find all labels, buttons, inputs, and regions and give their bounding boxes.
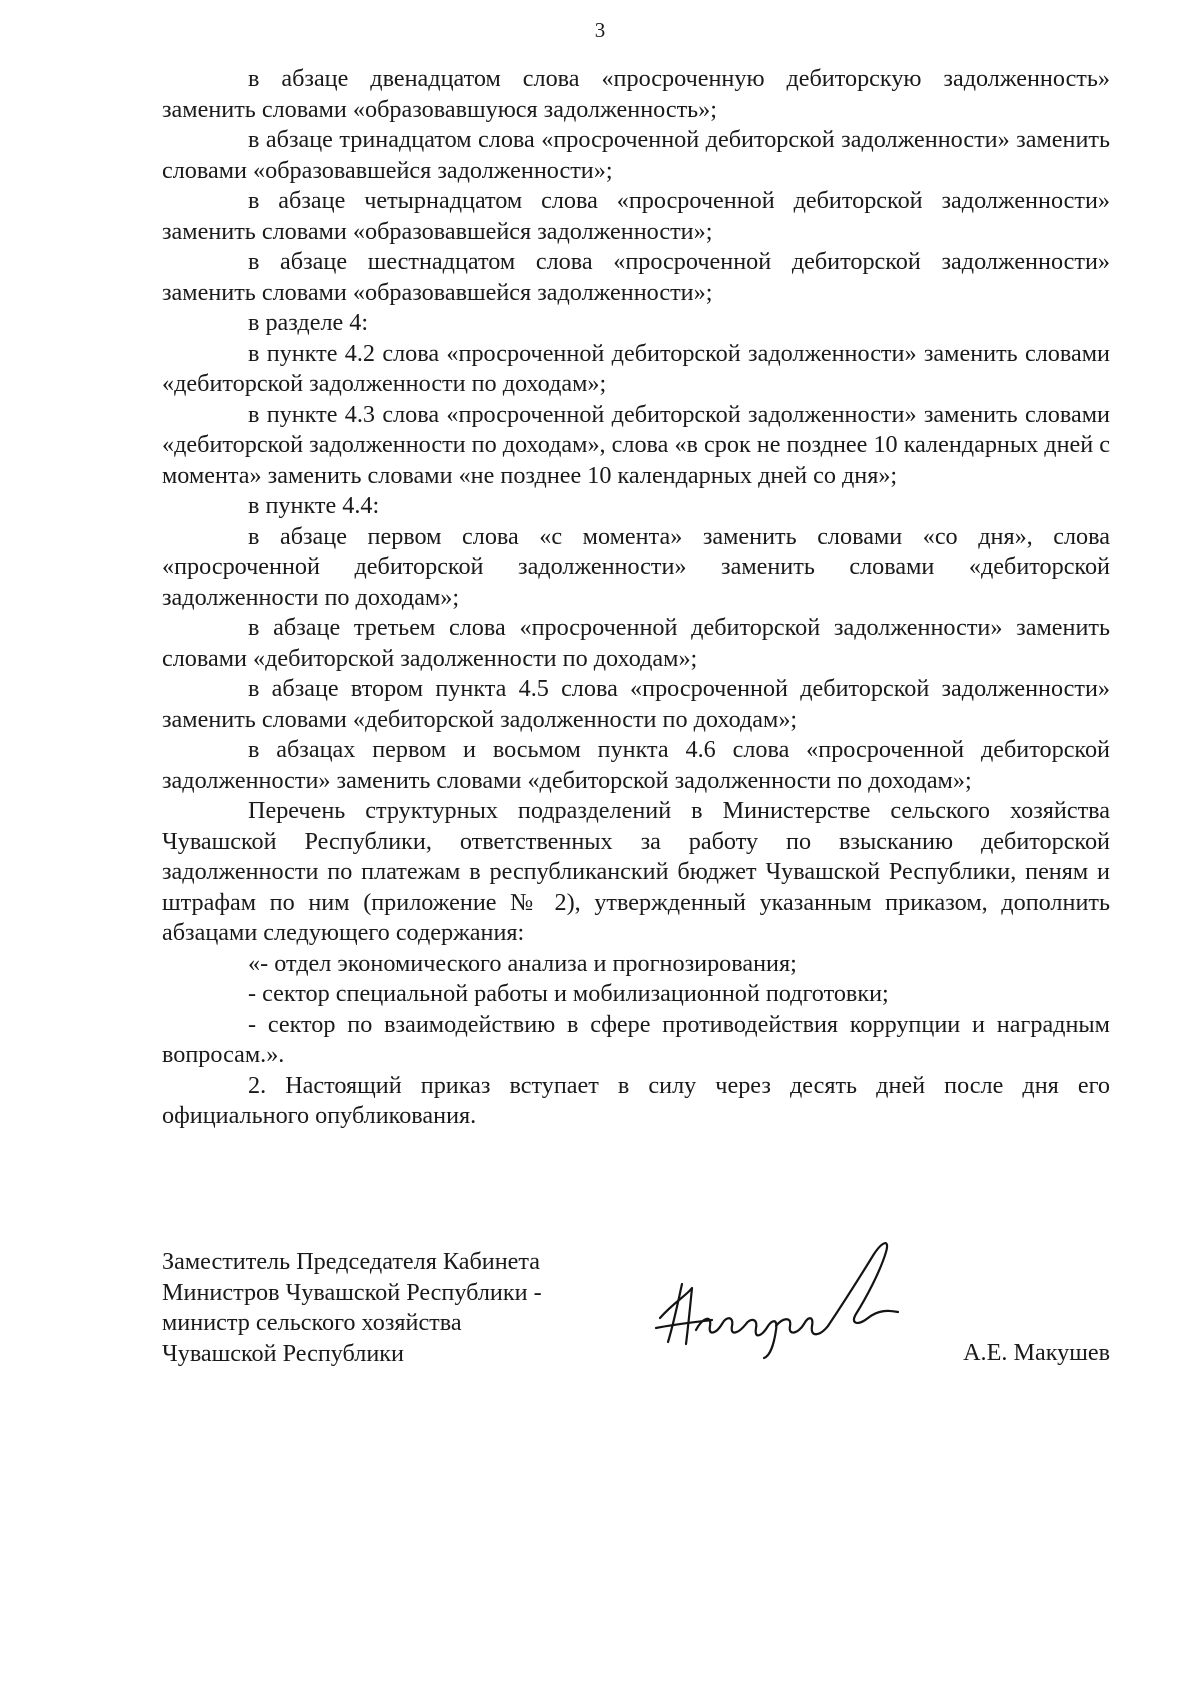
paragraph: в пункте 4.3 слова «просроченной дебиторской задолженности» заменить словами «дебиторской задолженности по доходам», слова «в срок не позднее 10 календарных дней с момента» заменить словами «не позднее 10 календарных дней со дня»; <box>162 400 1110 489</box>
handwritten-signature <box>652 1230 912 1360</box>
paragraph: Перечень структурных подразделений в Министерстве сельского хозяйства Чувашской Республики, ответственных за работу по взысканию дебиторской задолженности по платежам в республиканский бюджет Чувашской Республики, пеням и штрафам по ним (приложение № 2), утвержденный указанным приказом, дополнить абзацами следующего содержания: <box>162 797 1110 946</box>
signer-title-line: министр сельского хозяйства <box>162 1309 462 1336</box>
document-body <box>162 64 1110 1132</box>
paragraph: в абзаце втором пункта 4.5 слова «просроченной дебиторской задолженности» заменить словами «дебиторской задолженности по доходам»; <box>162 675 1110 733</box>
paragraph: в абзацах первом и восьмом пункта 4.6 слова «просроченной дебиторской задолженности» заменить словами «дебиторской задолженности по доходам»; <box>162 736 1110 794</box>
paragraph: в абзаце шестнадцатом слова «просроченной дебиторской задолженности» заменить словами «образовавшейся задолженности»; <box>162 248 1110 306</box>
signature-block <box>162 1247 1110 1377</box>
page-number: 3 <box>594 18 606 42</box>
paragraph: в пункте 4.4: <box>248 492 380 519</box>
signer-name: А.Е. Макушев <box>963 1339 1110 1366</box>
paragraph: в абзаце четырнадцатом слова «просроченной дебиторской задолженности» заменить словами «образовавшейся задолженности»; <box>162 187 1110 245</box>
paragraph: - сектор по взаимодействию в сфере противодействия коррупции и наградным вопросам.». <box>162 1010 1110 1068</box>
paragraph: 2. Настоящий приказ вступает в силу через десять дней после дня его официального опубликования. <box>162 1071 1110 1129</box>
paragraph: в абзаце двенадцатом слова «просроченную дебиторскую задолженность» заменить словами «образовавшуюся задолженность»; <box>162 65 1110 123</box>
signer-title-line: Министров Чувашской Республики - <box>162 1278 542 1306</box>
paragraph: - сектор специальной работы и мобилизационной подготовки; <box>248 980 889 1007</box>
paragraph: в разделе 4: <box>248 309 369 336</box>
paragraph: в абзаце третьем слова «просроченной дебиторской задолженности» заменить словами «дебиторской задолженности по доходам»; <box>162 614 1110 672</box>
signer-title-line: Заместитель Председателя Кабинета <box>162 1248 540 1275</box>
paragraph: в абзаце тринадцатом слова «просроченной дебиторской задолженности» заменить словами «образовавшейся задолженности»; <box>162 126 1110 184</box>
paragraph: в абзаце первом слова «с момента» заменить словами «со дня», слова «просроченной дебиторской задолженности» заменить словами «дебиторской задолженности по доходам»; <box>162 522 1110 611</box>
paragraph: «- отдел экономического анализа и прогнозирования; <box>248 949 797 977</box>
signer-title-line: Чувашской Республики <box>162 1339 404 1367</box>
paragraph: в пункте 4.2 слова «просроченной дебиторской задолженности» заменить словами «дебиторской задолженности по доходам»; <box>162 339 1110 397</box>
